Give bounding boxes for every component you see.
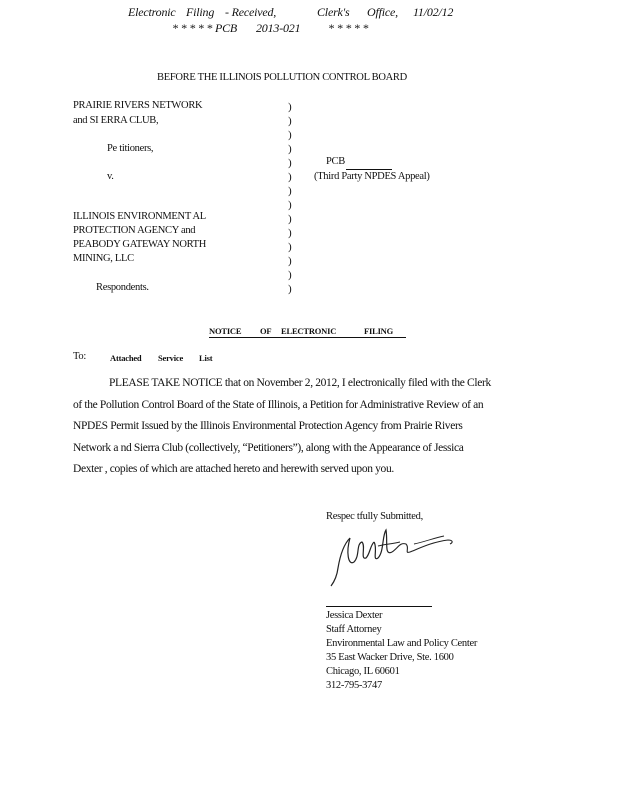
notice-title-word: OF bbox=[260, 326, 272, 336]
filing-header-word: Filing bbox=[186, 5, 215, 19]
body-line: PLEASE TAKE NOTICE that on November 2, 2012, I electronically filed with the Clerk bbox=[109, 377, 491, 389]
body-line: Dexter , copies of which are attached hereto and herewith served upon you. bbox=[73, 463, 394, 475]
filing-header-word: Clerk's bbox=[317, 5, 350, 19]
signer-address: 35 East Wacker Drive, Ste. 1600 bbox=[326, 652, 454, 663]
notice-title-word: NOTICE bbox=[209, 326, 242, 336]
filing-header-word: - Received, bbox=[225, 5, 277, 19]
handwritten-signature bbox=[320, 522, 460, 592]
petitioner-line: PRAIRIE RIVERS NETWORK bbox=[73, 100, 203, 111]
filing-header-stars: * * * * * bbox=[328, 21, 369, 35]
to-word: List bbox=[199, 353, 213, 363]
petitioners-label: Pe titioners, bbox=[107, 143, 154, 154]
versus-label: v. bbox=[107, 171, 114, 182]
notice-title-underline bbox=[209, 337, 406, 338]
filing-header-pcb: * * * * * PCB bbox=[172, 21, 238, 35]
case-number-blank bbox=[346, 169, 392, 170]
filing-header-case-number: 2013-021 bbox=[256, 21, 301, 35]
filing-header-word: Electronic bbox=[128, 5, 176, 19]
respondent-line: PEABODY GATEWAY NORTH bbox=[73, 239, 207, 250]
appeal-type: (Third Party NPDES Appeal) bbox=[314, 171, 430, 182]
case-number-label: PCB bbox=[326, 156, 345, 167]
to-word: Attached bbox=[110, 353, 142, 363]
notice-title-word: ELECTRONIC bbox=[281, 326, 337, 336]
signer-city: Chicago, IL 60601 bbox=[326, 666, 400, 677]
signer-name: Jessica Dexter bbox=[326, 610, 383, 621]
court-heading: BEFORE THE ILLINOIS POLLUTION CONTROL BOARD bbox=[157, 72, 407, 83]
respondents-label: Respondents. bbox=[96, 282, 149, 293]
body-line: NPDES Permit Issued by the Illinois Environmental Protection Agency from Prairie Rivers bbox=[73, 420, 463, 432]
filing-header-word: Office, bbox=[367, 5, 398, 19]
filing-header-date: 11/02/12 bbox=[413, 5, 454, 19]
to-word: Service bbox=[158, 353, 184, 363]
signer-phone: 312-795-3747 bbox=[326, 680, 382, 691]
signer-organization: Environmental Law and Policy Center bbox=[326, 638, 478, 649]
closing-text: Respec tfully Submitted, bbox=[326, 511, 423, 522]
body-line: of the Pollution Control Board of the State of Illinois, a Petition for Administrative Review of an bbox=[73, 399, 484, 411]
caption-paren-column: ) ) ) ) ) ) ) ) ) ) ) ) ) ) bbox=[288, 101, 292, 295]
signer-title: Staff Attorney bbox=[326, 624, 382, 635]
petitioner-line: and SI ERRA CLUB, bbox=[73, 115, 159, 126]
respondent-line: ILLINOIS ENVIRONMENT AL bbox=[73, 211, 206, 222]
respondent-line: MINING, LLC bbox=[73, 253, 134, 264]
notice-title-word: FILING bbox=[364, 326, 394, 336]
respondent-line: PROTECTION AGENCY and bbox=[73, 225, 196, 236]
signature-line bbox=[326, 606, 432, 607]
body-line: Network a nd Sierra Club (collectively, “Petitioners”), along with the Appearance of Jessica bbox=[73, 442, 464, 454]
to-label: To: bbox=[73, 351, 86, 362]
